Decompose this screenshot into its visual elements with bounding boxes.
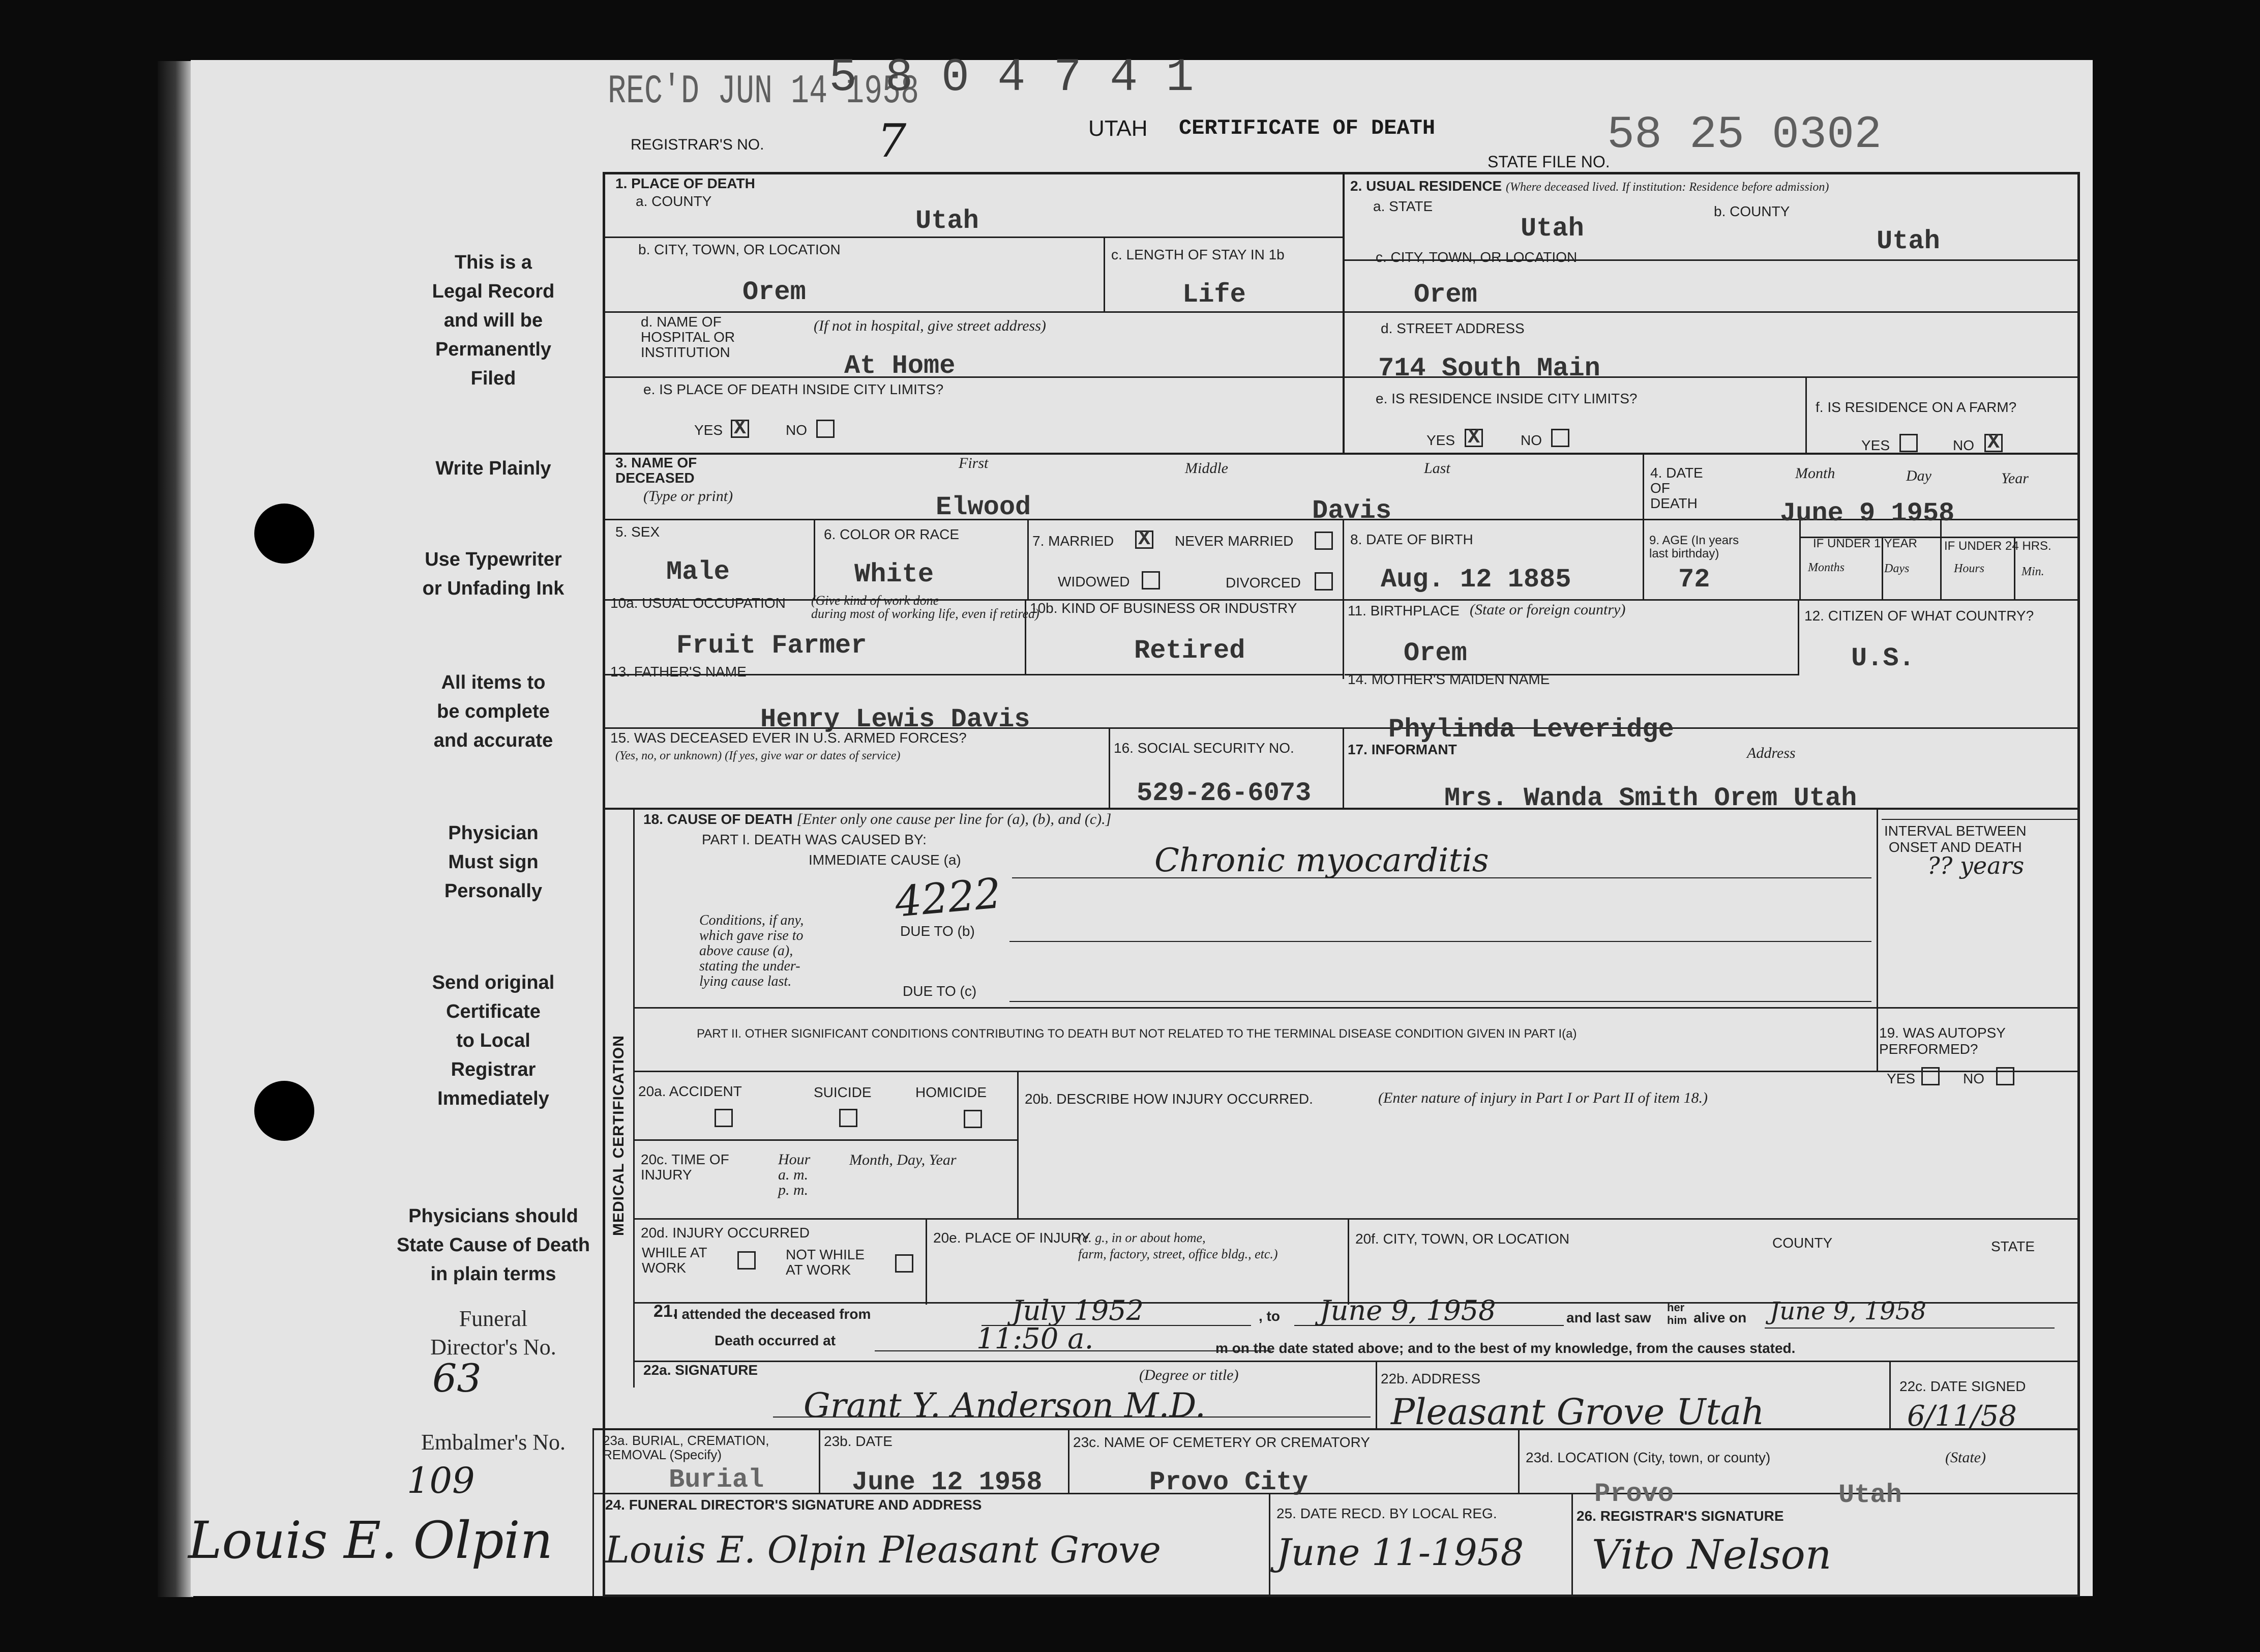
stay-label: c. LENGTH OF STAY IN 1b (1111, 247, 1285, 262)
field-label (1667, 1315, 1687, 1326)
cause-code: 4222 (893, 869, 1003, 927)
occupation-note: (Give kind of work done during most of working life, even if retired) (811, 593, 1039, 621)
first-name: Elwood (936, 492, 1031, 522)
rule-line (1109, 727, 1110, 809)
res-inside-yes-checkbox[interactable] (1465, 429, 1483, 447)
rule-line (603, 172, 605, 1596)
middle-label: Middle (1185, 460, 1228, 477)
cemetery-state-label: (State) (1945, 1449, 1986, 1466)
informant: Mrs. Wanda Smith Orem Utah (1444, 783, 1857, 813)
describe-label: 20b. DESCRIBE HOW INJURY OCCURRED. (1025, 1091, 1313, 1107)
attended-to: June 9, 1958 (1320, 1294, 1496, 1326)
field-label (615, 175, 755, 192)
rule-line (635, 1007, 2077, 1009)
burial-date: June 12 1958 (852, 1467, 1043, 1497)
disposition: Burial (669, 1465, 764, 1495)
rule-line (592, 1428, 2080, 1430)
res-no-label: NO (1521, 432, 1542, 448)
field-label (1348, 742, 1457, 758)
alive-on-label: alive on (1693, 1310, 1747, 1325)
binding-edge (158, 61, 193, 1597)
widowed-checkbox[interactable] (1142, 571, 1160, 589)
cemetery-state: Utah (1838, 1480, 1902, 1510)
punch-hole (254, 1081, 314, 1141)
cause-plain-note: Physicians should State Cause of Death in plain terms (396, 1205, 590, 1285)
rule-line (819, 1428, 820, 1494)
part2-label: PART II. OTHER SIGNIFICANT CONDITIONS CONTRIBUTING TO DEATH BUT NOT RELATED TO THE TERMINAL DISEASE CONDITION GIVEN IN PART I(a) (697, 1027, 1577, 1041)
birthplace-note: (State or foreign country) (1470, 601, 1626, 618)
ssn-label: 16. SOCIAL SECURITY NO. (1114, 740, 1294, 756)
informant-label: 17. INFORMANT (1348, 742, 1457, 757)
funeral-director-signature: Louis E. Olpin Pleasant Grove (605, 1528, 1161, 1571)
accident-label: 20a. ACCIDENT (638, 1083, 742, 1099)
last-label: Last (1424, 460, 1450, 477)
received-stamp: REC'D JUN 14 1958 (608, 69, 919, 115)
typewriter-note: Use Typewriter or Unfading Ink (422, 549, 564, 599)
rule-line (603, 808, 2080, 810)
state-file-no-label: STATE FILE NO. (1488, 153, 1610, 171)
days-label: Days (1884, 562, 1910, 575)
rule-line (605, 311, 2077, 313)
divorced-label: DIVORCED (1226, 575, 1301, 591)
farm-yes-label: YES (1861, 437, 1890, 453)
cemetery-city: Provo (1594, 1479, 1674, 1509)
rule-line (605, 237, 1343, 238)
item-21-number: 21. (653, 1302, 678, 1321)
armed-forces-label: 15. WAS DECEASED EVER IN U.S. ARMED FORCES? (610, 730, 967, 746)
physician-signature: Grant Y. Anderson M.D. (804, 1386, 1206, 1425)
autopsy-no-checkbox[interactable] (1996, 1067, 2014, 1085)
business-label: 10b. KIND OF BUSINESS OR INDUSTRY (1030, 600, 1297, 616)
armed-forces-note: (Yes, no, or unknown) (If yes, give war or dates of service) (615, 749, 901, 762)
cause-of-death-head: 18. CAUSE OF DEATH (643, 811, 793, 827)
immediate-cause: Chronic myocarditis (1154, 842, 1489, 879)
field-label (643, 1362, 758, 1378)
father-name: Henry Lewis Davis (760, 704, 1030, 734)
date-of-death-label: 4. DATE OF DEATH (1650, 465, 1703, 511)
funeral-director-no: 63 (432, 1355, 482, 1401)
death-inside-yes-checkbox[interactable] (731, 420, 749, 438)
farm-no-label: NO (1953, 437, 1974, 453)
death-no-label: NO (786, 422, 807, 438)
father-label: 13. FATHER'S NAME (610, 664, 747, 680)
rule-line (633, 808, 635, 1388)
field-label (1259, 1308, 1280, 1324)
rule-line (1798, 599, 1799, 675)
citizen-label: 12. CITIZEN OF WHAT COUNTRY? (1804, 608, 2034, 624)
rule-line (1765, 1328, 2055, 1329)
age-label: 9. AGE (In years last birthday) (1649, 534, 1739, 560)
rule-line (1009, 941, 1871, 942)
interval-label: INTERVAL BETWEEN ONSET AND DEATH (1884, 823, 2027, 855)
rule-line (635, 1071, 2077, 1072)
rule-line (603, 453, 2080, 455)
months-label: Months (1808, 561, 1845, 574)
field-label (1350, 178, 1829, 195)
rule-line (1889, 1361, 1891, 1429)
usual-residence-note: (Where deceased lived. If institution: Residence before admission) (1506, 181, 1829, 194)
month-label: Month (1795, 465, 1835, 482)
first-label: First (959, 455, 989, 471)
rule-line (635, 1361, 2077, 1362)
never-married-checkbox[interactable] (1315, 532, 1333, 550)
rule-line (1877, 808, 1878, 1072)
physician-address: Pleasant Grove Utah (1391, 1391, 1765, 1433)
race-label: 6. COLOR OR RACE (824, 526, 960, 542)
time-of-injury-label: 20c. TIME OF INJURY (641, 1152, 729, 1183)
rule-line (1882, 819, 2077, 820)
physician-address-label: 22b. ADDRESS (1381, 1371, 1481, 1386)
informant-address-label: Address (1747, 745, 1796, 761)
her-label: her (1667, 1301, 1685, 1314)
while-at-work-checkbox[interactable] (737, 1251, 756, 1270)
res-county: Utah (1877, 226, 1940, 256)
rule-line (603, 172, 2080, 174)
injury-state-label: STATE (1991, 1238, 2035, 1254)
immediate-cause-label: IMMEDIATE CAUSE (a) (809, 852, 961, 868)
married-label: 7. MARRIED (1032, 533, 1114, 549)
street-address: 714 South Main (1378, 353, 1600, 383)
day-label: Day (1906, 467, 1931, 484)
mdy-label: Month, Day, Year (849, 1152, 957, 1168)
part1-label: PART I. DEATH WAS CAUSED BY: (702, 832, 927, 847)
inside-limits-label: e. IS PLACE OF DEATH INSIDE CITY LIMITS? (643, 381, 944, 397)
date-signed-label: 22c. DATE SIGNED (1899, 1378, 2026, 1394)
rule-line (1805, 376, 1807, 454)
not-while-at-work-checkbox[interactable] (895, 1254, 913, 1273)
autopsy-yes-checkbox[interactable] (1921, 1067, 1940, 1085)
rule-line (603, 1595, 2080, 1597)
date-received: June 11-1958 (1276, 1531, 1524, 1574)
last-name: Davis (1312, 496, 1392, 526)
min-label: Min. (2021, 565, 2044, 578)
mother-label: 14. MOTHER'S MAIDEN NAME (1348, 671, 1550, 687)
suicide-label: SUICIDE (814, 1084, 872, 1100)
rule-line (1068, 1428, 1069, 1494)
rule-line (2077, 172, 2080, 1596)
rule-line (814, 519, 815, 600)
embalmer-no: 109 (407, 1460, 475, 1501)
registrars-no-label: REGISTRAR'S NO. (631, 136, 764, 153)
accident-checkbox[interactable] (715, 1109, 733, 1127)
title-utah: UTAH (1088, 116, 1148, 141)
hour-label: Hour a. m. p. m. (778, 1151, 811, 1198)
him-label: him (1667, 1314, 1687, 1326)
date-recd-label: 25. DATE RECD. BY LOCAL REG. (1276, 1506, 1497, 1521)
under-24-hrs-label: IF UNDER 24 HRS. (1944, 539, 2051, 553)
death-city: Orem (742, 277, 806, 307)
due-to-b-label: DUE TO (b) (900, 923, 975, 939)
funeral-director-label: 24. FUNERAL DIRECTOR'S SIGNATURE AND ADDRESS (605, 1497, 982, 1513)
due-to-c-label: DUE TO (c) (903, 983, 977, 999)
state-file-no: 58 25 0302 (1607, 109, 1882, 161)
widowed-label: WIDOWED (1058, 574, 1130, 589)
rule-line (1269, 1493, 1270, 1597)
county-label: a. COUNTY (636, 193, 712, 209)
res-city: Orem (1414, 280, 1477, 310)
never-married-label: NEVER MARRIED (1175, 533, 1294, 549)
rule-line (635, 1218, 2077, 1220)
social-security-no: 529-26-6073 (1137, 778, 1312, 808)
cause-head-note: [Enter only one cause per line for (a), (b), and (c).] (796, 811, 1112, 828)
conditions-note: Conditions, if any, which gave rise to above cause (a), stating the under- lying cause last. (699, 912, 804, 989)
legal-record-note: This is a Legal Record and will be Permanently Filed (432, 252, 555, 389)
res-state: Utah (1521, 214, 1584, 244)
injury-county-label: COUNTY (1772, 1235, 1833, 1251)
length-of-stay: Life (1182, 280, 1246, 310)
death-county: Utah (915, 206, 979, 236)
rule-line (1348, 1218, 1349, 1305)
rule-line (1343, 172, 1345, 454)
field-label (715, 1333, 836, 1349)
sex: Male (666, 557, 730, 587)
last-saw-label: and last saw (1566, 1310, 1651, 1325)
last-seen-alive: June 9, 1958 (1770, 1297, 1926, 1325)
under-1-year-label: IF UNDER 1 YEAR (1813, 537, 1917, 550)
rule-line (1017, 1071, 1019, 1218)
signature-label: 22a. SIGNATURE (643, 1362, 758, 1378)
autopsy-no-label: NO (1963, 1071, 1984, 1086)
write-plainly-note: Write Plainly (435, 458, 551, 479)
farm-yes-checkbox[interactable] (1899, 434, 1918, 452)
res-city-label: c. CITY, TOWN, OR LOCATION (1376, 249, 1578, 265)
race: White (854, 559, 934, 589)
rule-line (1643, 519, 1644, 600)
field-label (615, 455, 697, 486)
rule-line (1571, 1493, 1573, 1597)
rule-line (1104, 237, 1105, 311)
rule-line (1643, 453, 1644, 519)
attended-from: July 1952 (1012, 1294, 1144, 1326)
certificate-title: CERTIFICATE OF DEATH (1179, 116, 1436, 140)
death-inside-no-checkbox[interactable] (816, 420, 835, 438)
divorced-checkbox[interactable] (1315, 572, 1333, 591)
interval: ?? years (1927, 852, 2025, 879)
rule-line (1940, 519, 1942, 600)
rule-line (1027, 519, 1029, 600)
farm-no-checkbox[interactable] (1984, 434, 2003, 452)
degree-label: (Degree or title) (1139, 1367, 1239, 1383)
date-signed: 6/11/58 (1907, 1400, 2017, 1433)
rule-line (592, 1428, 594, 1596)
res-inside-no-checkbox[interactable] (1551, 429, 1569, 447)
hospital-label: d. NAME OF HOSPITAL OR INSTITUTION (641, 314, 735, 360)
street-label: d. STREET ADDRESS (1381, 320, 1525, 336)
hospital-note: (If not in hospital, give street address) (814, 317, 1046, 334)
homicide-checkbox[interactable] (964, 1110, 982, 1128)
res-limits-label: e. IS RESIDENCE INSIDE CITY LIMITS? (1376, 391, 1638, 406)
field-label (1693, 1310, 1746, 1326)
rule-line (1518, 1428, 1520, 1494)
send-original-note: Send original Certificate to Local Registrar Immediately (432, 972, 555, 1109)
birthplace: Orem (1404, 638, 1467, 668)
cemetery-label: 23c. NAME OF CEMETERY OR CREMATORY (1073, 1434, 1370, 1450)
registrar-signature-label: 26. REGISTRAR'S SIGNATURE (1577, 1508, 1784, 1524)
rule-line (1376, 1361, 1377, 1429)
date-of-birth: Aug. 12 1885 (1381, 565, 1571, 595)
rule-line (605, 376, 2077, 378)
injury-occurred-label: 20d. INJURY OCCURRED (641, 1225, 810, 1241)
top-number: 5 8 0 4 7 4 1 (829, 51, 1194, 104)
res-county-label: b. COUNTY (1714, 203, 1790, 219)
hospital: At Home (844, 351, 956, 381)
date-of-death: June 9 1958 (1780, 498, 1955, 528)
cemetery-location-label: 23d. LOCATION (City, town, or county) (1526, 1450, 1771, 1465)
sex-label: 5. SEX (615, 524, 660, 540)
field-label (1215, 1340, 1795, 1356)
attended-label: I attended the deceased from (674, 1306, 871, 1322)
autopsy-label: 19. WAS AUTOPSY PERFORMED? (1879, 1025, 2006, 1057)
place-of-injury-label: 20e. PLACE OF INJURY (933, 1230, 1091, 1246)
rule-line (1799, 519, 1801, 600)
not-while-work-label: NOT WHILE AT WORK (786, 1247, 865, 1278)
injury-city-label: 20f. CITY, TOWN, OR LOCATION (1355, 1231, 1570, 1247)
res-state-label: a. STATE (1373, 198, 1433, 214)
hours-label: Hours (1954, 562, 1985, 575)
death-occurred-rest: m on the date stated above; and to the best of my knowledge, from the causes stated. (1215, 1340, 1796, 1356)
burial-label: 23a. BURIAL, CREMATION, REMOVAL (Specify) (603, 1433, 769, 1462)
burial-date-label: 23b. DATE (824, 1433, 893, 1449)
occupation-label: 10a. USUAL OCCUPATION (610, 595, 786, 611)
city-label: b. CITY, TOWN, OR LOCATION (638, 242, 841, 257)
year-label: Year (2001, 470, 2029, 487)
citizenship: U.S. (1851, 643, 1915, 673)
age: 72 (1678, 565, 1710, 595)
embalmer-no-label: Embalmer's No. (421, 1430, 566, 1455)
autopsy-yes-label: YES (1887, 1071, 1916, 1086)
registrar-signature: Vito Nelson (1592, 1531, 1832, 1578)
occupation: Fruit Farmer (676, 631, 867, 661)
rule-line (1009, 1001, 1871, 1002)
field-label (643, 811, 1111, 828)
punch-hole (254, 504, 314, 564)
embalmer-signature: Louis E. Olpin (188, 1511, 553, 1570)
death-yes-label: YES (694, 422, 723, 438)
field-label (1577, 1508, 1784, 1524)
married-checkbox[interactable] (1135, 530, 1153, 549)
time-of-death: 11:50 a. (976, 1322, 1094, 1355)
describe-note: (Enter nature of injury in Part I or Part II of item 18.) (1378, 1089, 1708, 1106)
rule-line (635, 1139, 1017, 1141)
birthplace-label: 11. BIRTHPLACE (1348, 603, 1460, 618)
funeral-director-no-label: Funeral Director's No. (430, 1306, 556, 1360)
homicide-label: HOMICIDE (915, 1084, 987, 1100)
dob-label: 8. DATE OF BIRTH (1350, 532, 1473, 547)
registrars-no: 7 (877, 114, 907, 168)
while-work-label: WHILE AT WORK (642, 1245, 707, 1276)
field-label (605, 1497, 982, 1513)
field-label (674, 1306, 871, 1322)
business: Retired (1134, 636, 1245, 666)
type-note: (Type or print) (643, 488, 733, 505)
to-label: , to (1259, 1308, 1280, 1324)
rule-line (1343, 727, 1344, 809)
cemetery: Provo City (1149, 1467, 1309, 1497)
rule-line (926, 1218, 927, 1305)
mother-name: Phylinda Leveridge (1388, 715, 1674, 745)
name-head: 3. NAME OF DECEASED (615, 455, 697, 486)
death-occurred-label: Death occurred at (715, 1333, 836, 1348)
res-yes-label: YES (1426, 432, 1455, 448)
place-of-injury-note: (e. g., in or about home, farm, factory, street, office bldg., etc.) (1078, 1230, 1278, 1261)
field-label (1667, 1302, 1684, 1313)
farm-label: f. IS RESIDENCE ON A FARM? (1816, 399, 2017, 415)
usual-residence-head: 2. USUAL RESIDENCE (1350, 178, 1502, 194)
suicide-checkbox[interactable] (839, 1109, 857, 1127)
field-label (1566, 1310, 1651, 1326)
physician-sign-note: Physician Must sign Personally (444, 822, 543, 902)
complete-note: All items to be complete and accurate (433, 672, 553, 751)
medical-certification-label: MEDICAL CERTIFICATION (610, 1035, 627, 1236)
place-of-death-head: 1. PLACE OF DEATH (615, 175, 755, 191)
